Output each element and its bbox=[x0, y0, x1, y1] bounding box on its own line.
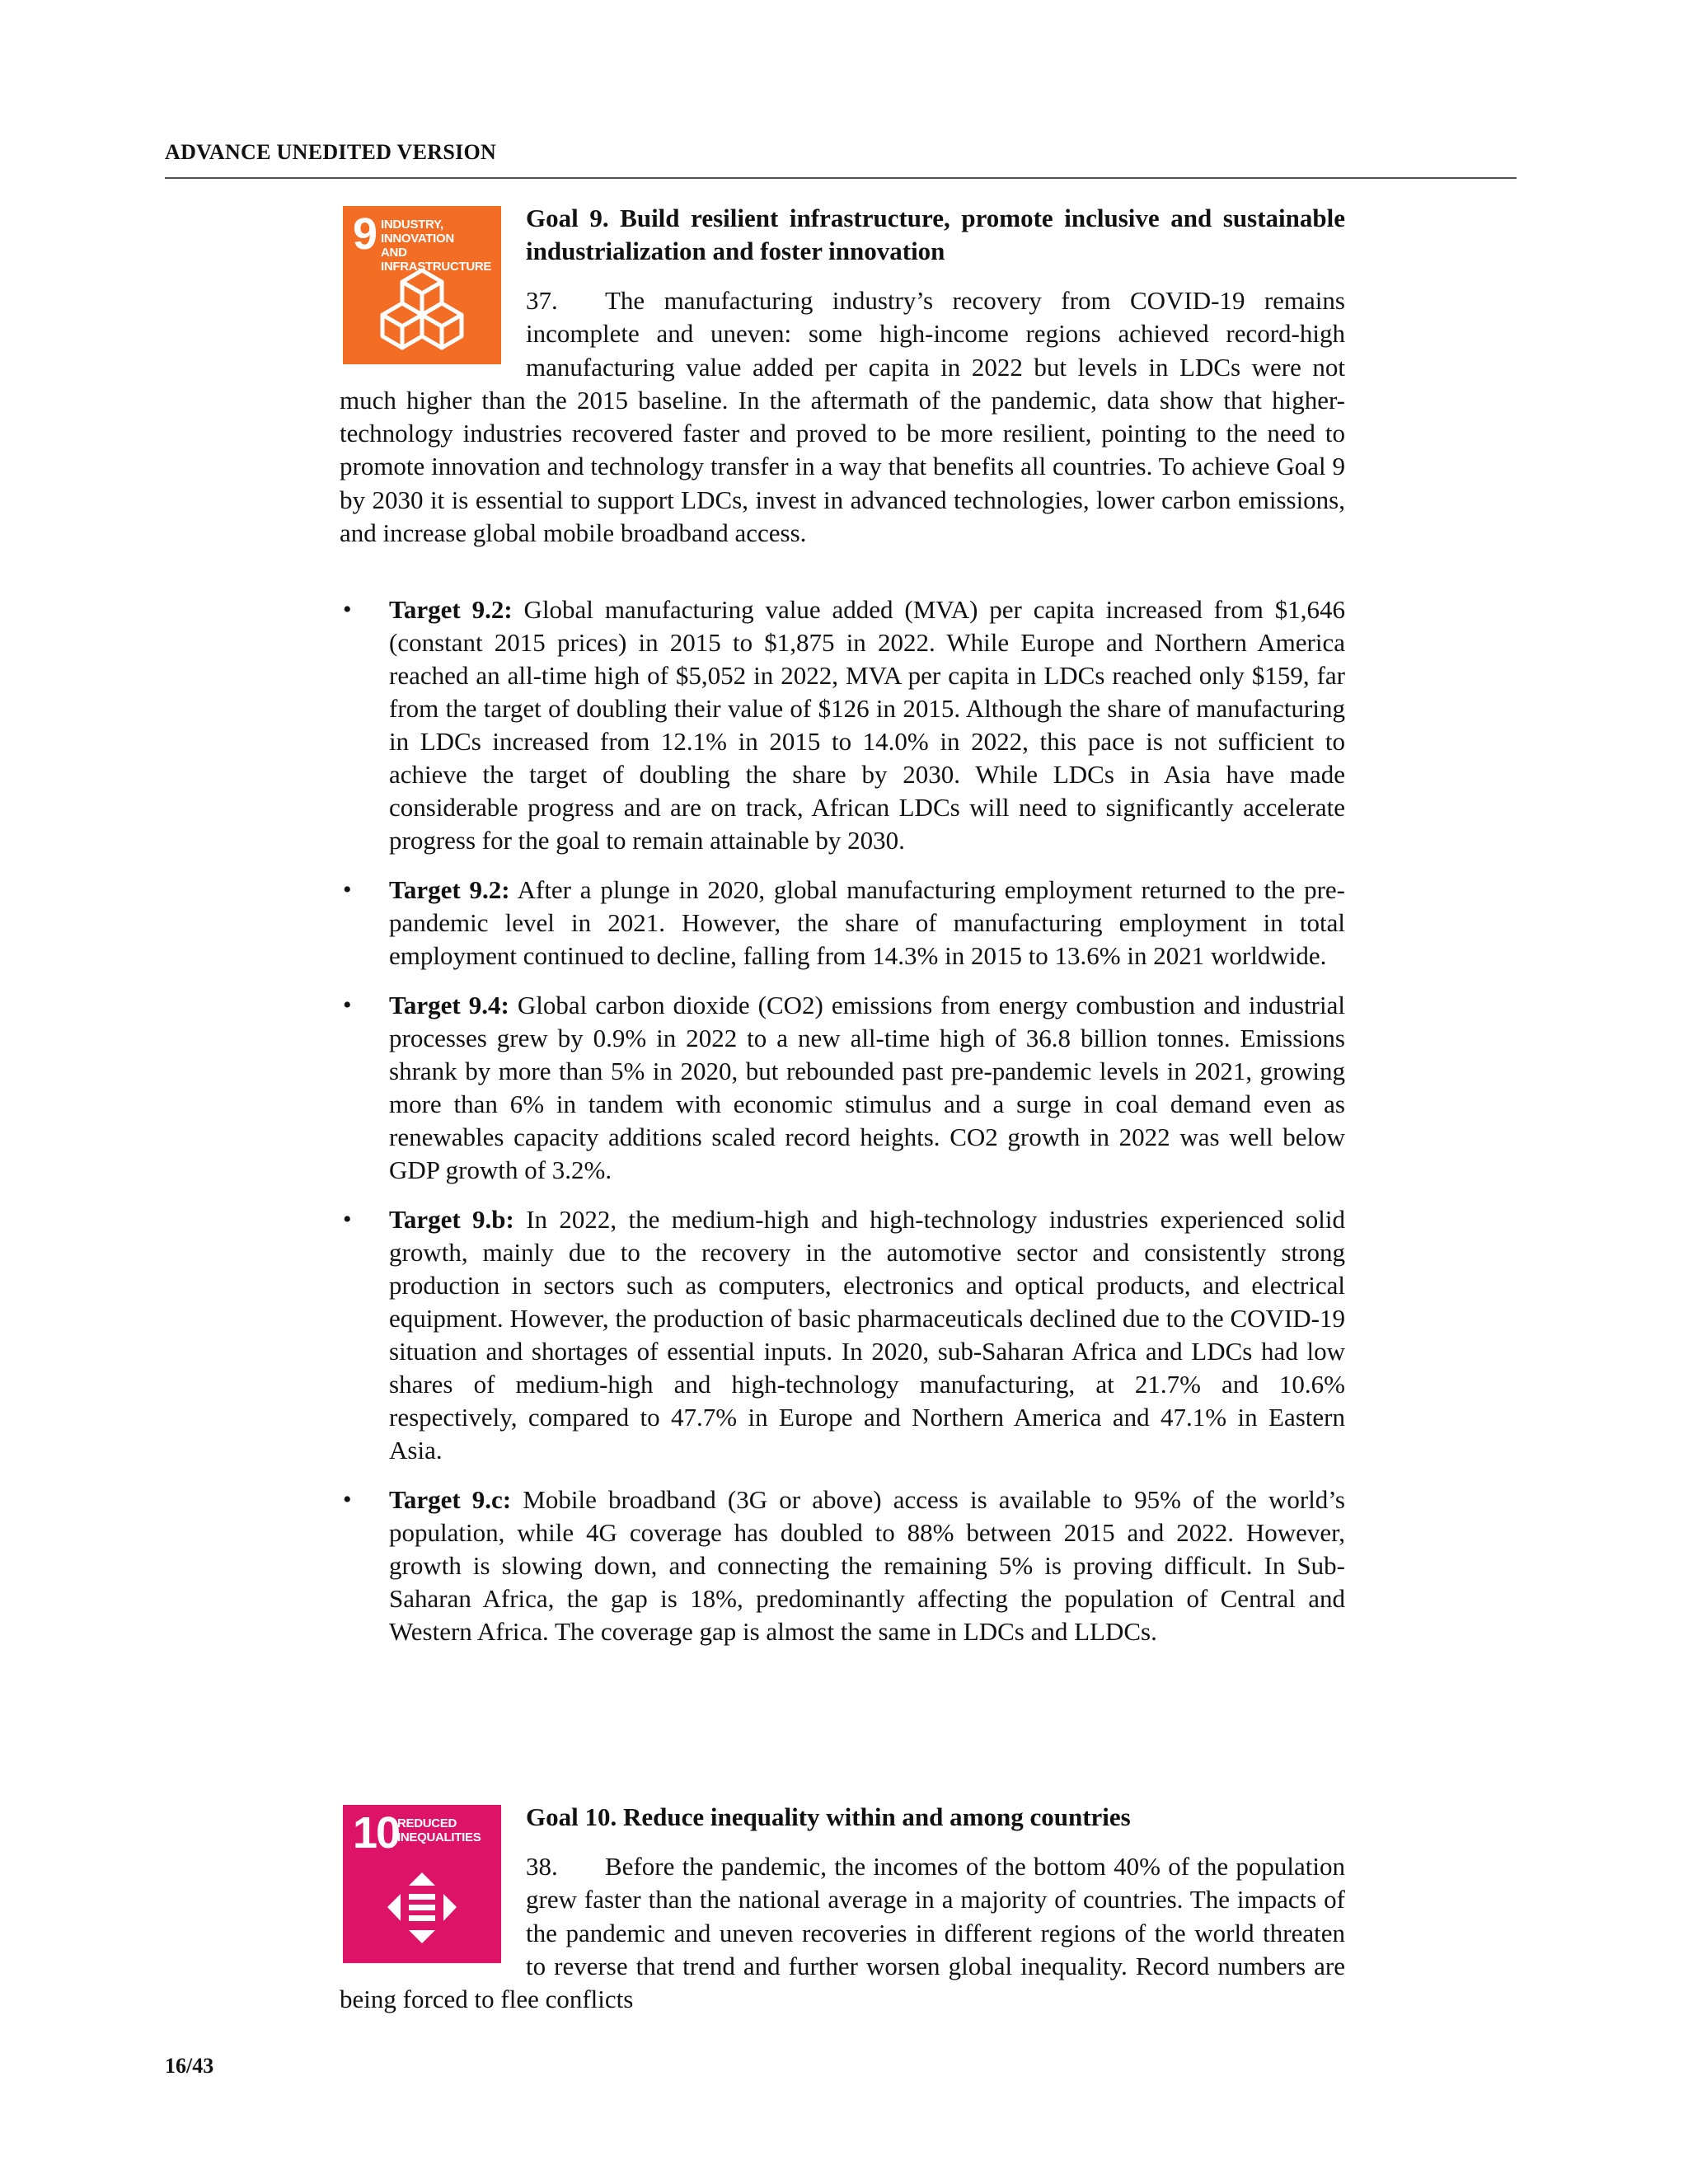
target-text: Global carbon dioxide (CO2) emissions from energy combustion and industrial processes grew by 0.9% in 2022 to a new all-time high of 36.8 billion tonnes. Emissions shrank by more than 5% in 2020, but rebounded past pre-pandemic levels in 2021, growing more than 6% in tandem with economic stimulus and a surge in coal demand even as renewables capacity additions scaled record heights. CO2 growth in 2022 was well below GDP growth of 3.2%. bbox=[389, 991, 1345, 1184]
list-item bbox=[340, 1203, 1345, 1467]
target-label: Target 9.2: bbox=[389, 875, 510, 904]
sdg10-label bbox=[397, 1816, 481, 1844]
sdg9-label-line1: INDUSTRY, INNOVATION bbox=[381, 218, 454, 246]
sdg10-label-line1: REDUCED bbox=[397, 1816, 457, 1830]
sdg10-number: 10 bbox=[353, 1808, 400, 1858]
bullet-icon: • bbox=[343, 991, 352, 1019]
sdg9-label bbox=[381, 218, 501, 274]
target-label: Target 9.4: bbox=[389, 991, 509, 1019]
sdg10-badge bbox=[343, 1805, 501, 1963]
paragraph-text: The manufacturing industry’s recovery from COVID-19 remains incomplete and uneven: some high-income regions achieved record-high manufacturing value added per capita in 2022 but levels in LDCs were not much higher than the 2015 baseline. In the aftermath of the pandemic, data show that higher-technology industries recovered faster and proved to be more resilient, pointing to the need to promote innovation and technology transfer in a way that benefits all countries. To achieve Goal 9 by 2030 it is essential to support LDCs, invest in advanced technologies, lower carbon emissions, and increase global mobile broadband access. bbox=[340, 286, 1345, 548]
list-item bbox=[340, 1483, 1345, 1648]
target-text: Global manufacturing value added (MVA) per capita increased from $1,646 (constant 2015 prices) in 2015 to $1,875 in 2022. While Europe and Northern America reached an all-time high of $5,052 in 2022, MVA per capita in LDCs reached only $159, far from the target of doubling their value of $126 in 2015. Although the share of manufacturing in LDCs increased from 12.1% in 2015 to 14.0% in 2022, this pace is not sufficient to achieve the target of doubling the share by 2030. While LDCs in Asia have made considerable progress and are on track, African LDCs will need to significantly accelerate progress for the goal to remain attainable by 2030. bbox=[389, 595, 1346, 855]
paragraph-text: Before the pandemic, the incomes of the bottom 40% of the population grew faster than the national average in a majority of countries. The impacts of the pandemic and uneven recoveries in different regions of the world threaten to reverse that trend and further worsen global inequality. Record numbers are being forced to flee conflicts bbox=[340, 1852, 1345, 2014]
bullet-icon: • bbox=[343, 1206, 352, 1233]
header-rule bbox=[165, 177, 1517, 179]
target-label: Target 9.c: bbox=[389, 1485, 512, 1514]
goal10-title: Goal 10. Reduce inequality within and among countries bbox=[526, 1802, 1131, 1831]
paragraph-number: 37. bbox=[526, 286, 558, 315]
target-label: Target 9.2: bbox=[389, 595, 513, 624]
target-text: Mobile broadband (3G or above) access is available to 95% of the world’s population, while 4G coverage has doubled to 88% between 2015 and 2022. However, growth is slowing down, and connecting the remaining 5% is proving difficult. In Sub-Saharan Africa, the gap is 18%, predominantly affecting the population of Central and Western Africa. The coverage gap is almost the same in LDCs and LLDCs. bbox=[389, 1485, 1345, 1646]
goal9-section bbox=[340, 202, 1345, 550]
sdg9-label-line2: AND INFRASTRUCTURE bbox=[381, 246, 492, 274]
paragraph-number: 38. bbox=[526, 1852, 558, 1881]
goal10-section bbox=[340, 1801, 1345, 2016]
list-item bbox=[340, 593, 1345, 857]
page-number: 16/43 bbox=[165, 2054, 214, 2078]
sdg9-badge bbox=[343, 206, 501, 364]
sdg9-number: 9 bbox=[353, 209, 377, 259]
bullet-icon: • bbox=[343, 596, 352, 623]
bullet-icon: • bbox=[343, 1486, 352, 1513]
sdg10-label-line2: INEQUALITIES bbox=[397, 1830, 481, 1844]
list-item bbox=[340, 874, 1345, 972]
target-label: Target 9.b: bbox=[389, 1205, 514, 1234]
list-item bbox=[340, 989, 1345, 1187]
target-text: After a plunge in 2020, global manufacturing employment returned to the pre-pandemic level in 2021. However, the share of manufacturing employment in total employment continued to decline, falling from 14.3% in 2015 to 13.6% in 2021 worldwide. bbox=[389, 875, 1345, 970]
bullet-icon: • bbox=[343, 876, 352, 903]
goal9-title: Goal 9. Build resilient infrastructure, promote inclusive and sustainable industrialization and foster innovation bbox=[526, 204, 1345, 265]
document-header: ADVANCE UNEDITED VERSION bbox=[165, 140, 497, 164]
target-bullet-list bbox=[340, 593, 1345, 1665]
target-text: In 2022, the medium-high and high-technology industries experienced solid growth, mainly due to the recovery in the automotive sector and consistently strong production in sectors such as computers, electronics and optical products, and electrical equipment. However, the production of basic pharmaceuticals declined due to the COVID-19 situation and shortages of essential inputs. In 2020, sub-Saharan Africa and LDCs had low shares of medium-high and high-technology manufacturing, at 21.7% and 10.6% respectively, compared to 47.7% in Europe and Northern America and 47.1% in Eastern Asia. bbox=[389, 1205, 1345, 1465]
